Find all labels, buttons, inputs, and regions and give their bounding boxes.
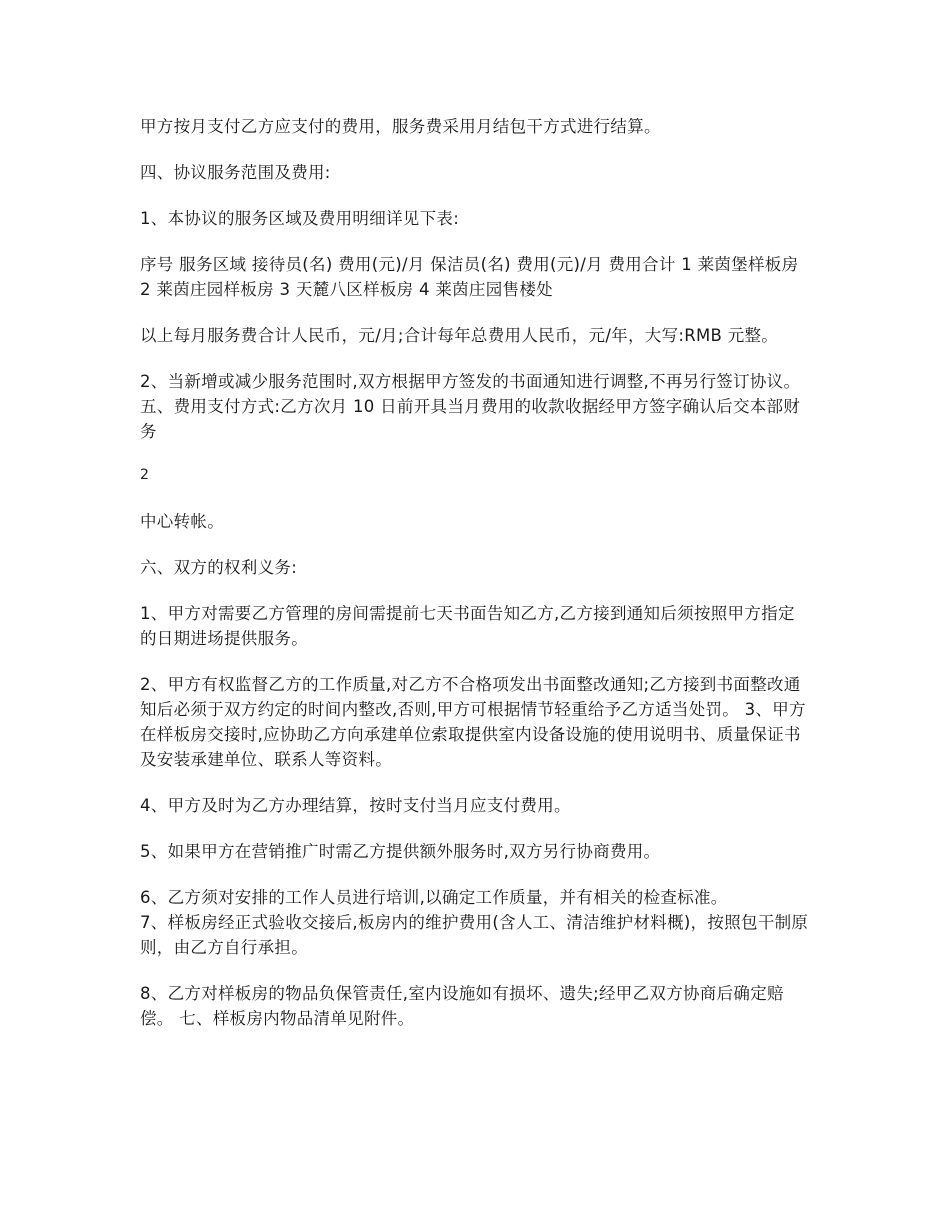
paragraph-clause-6: 6、乙方须对安排的工作人员进行培训,以确定工作质量，并有相关的检查标准。 [140,888,728,907]
section-heading-rights-obligations: 六、双方的权利义务: [140,558,298,577]
paragraph-scope-change-and-payment: 2、当新增或减少服务范围时,双方根据甲方签发的书面通知进行调整,不再另行签订协议。 五、费用支付方式:乙方次月 10 日前开具当月费用的收款收据经甲方签字确认后交本部财务 [140,372,801,441]
paragraph-clause-5: 5、如果甲方在营销推广时需乙方提供额外服务时,双方另行协商费用。 [140,842,661,861]
paragraph-clause-1: 1、甲方对需要乙方管理的房间需提前七天书面告知乙方,乙方接到通知后须按照甲方指定的日期进场提供服务。 [140,604,795,648]
page-number: 2 [140,467,149,483]
paragraph-clause-4: 4、甲方及时为乙方办理结算，按时支付当月应支付费用。 [140,796,571,815]
paragraph-fee-table-text: 序号 服务区域 接待员(名) 费用(元)/月 保洁员(名) 费用(元)/月 费用合计 1 莱茵堡样板房 2 莱茵庄园样板房 3 天麓八区样板房 4 莱茵庄园售楼处 [140,255,799,299]
paragraph-billing-method: 甲方按月支付乙方应支付的费用，服务费采用月结包干方式进行结算。 [140,117,661,136]
paragraph-clause-7: 7、样板房经正式验收交接后,板房内的维护费用(含人工、清洁维护材料概)，按照包干制原则，由乙方自行承担。 [140,913,809,957]
paragraph-transfer: 中心转帐。 [140,512,224,531]
paragraph-fee-totals: 以上每月服务费合计人民币，元/月;合计每年总费用人民币，元/年，大写:RMB 元整。 [140,326,779,345]
section-heading-scope-and-fees: 四、协议服务范围及费用: [140,163,331,182]
paragraph-clause-8: 8、乙方对样板房的物品负保管责任,室内设施如有损坏、遗失;经甲乙双方协商后确定赔偿。 七、样板房内物品清单见附件。 [140,984,784,1028]
paragraph-service-area-detail: 1、本协议的服务区域及费用明细详见下表: [140,209,460,228]
paragraph-clause-2-3: 2、甲方有权监督乙方的工作质量,对乙方不合格项发出书面整改通知;乙方接到书面整改通知后必须于双方约定的时间内整改,否则,甲方可根据情节轻重给予乙方适当处罚。 3、甲方在样板房交接时,应协助乙方向承建单位索取提供室内设备设施的使用说明书、质量保证书及安装承建单位、联系人等资料。 [140,675,806,769]
